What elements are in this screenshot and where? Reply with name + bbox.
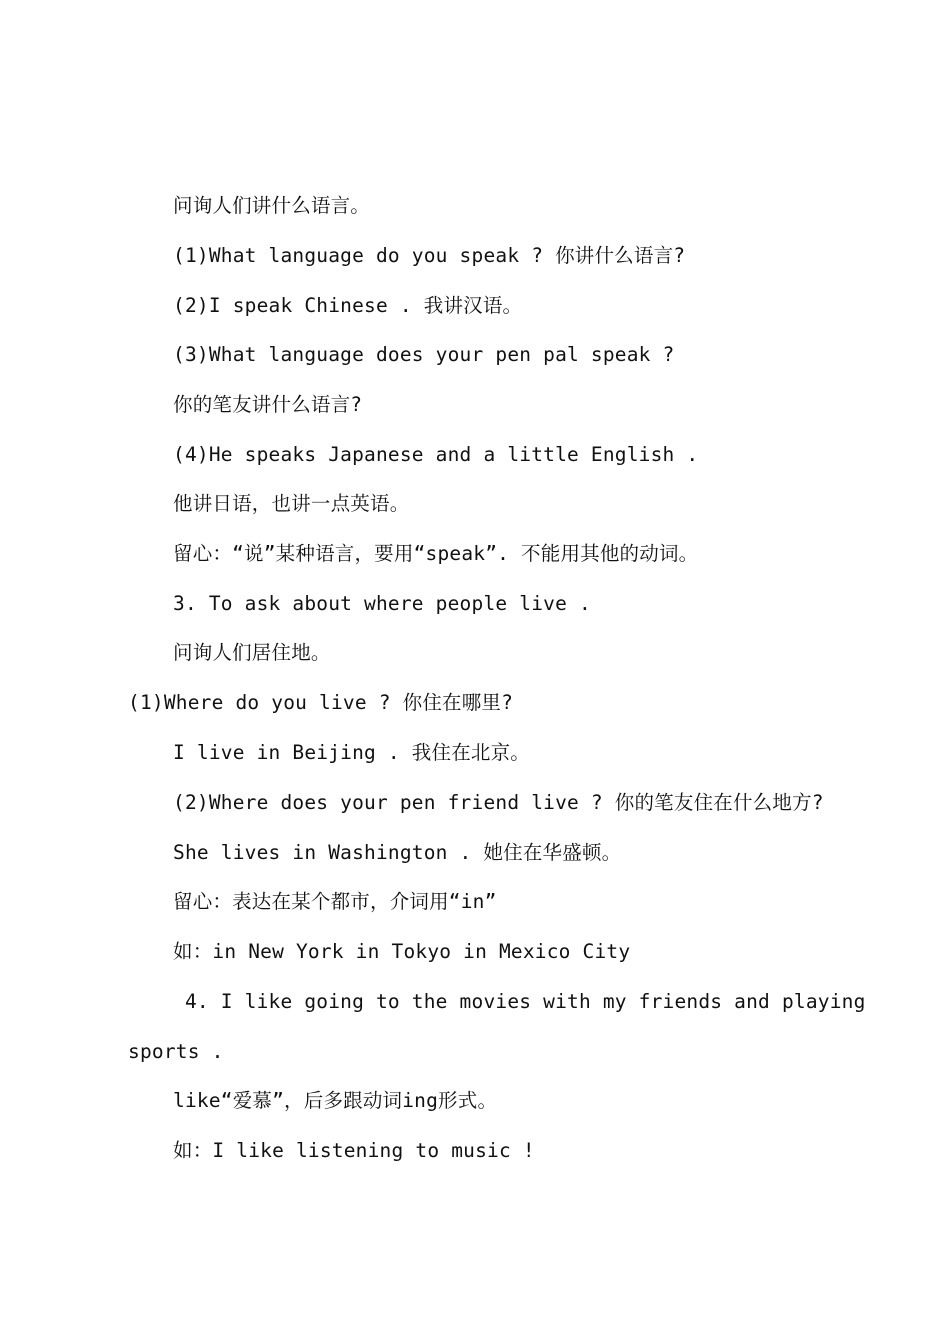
text-line: sports .	[128, 1040, 224, 1063]
text-line: She lives in Washington . 她住在华盛顿。	[173, 841, 622, 864]
text-line: 3. To ask about where people live .	[173, 592, 591, 615]
text-line: (1)Where do you live ? 你住在哪里?	[128, 691, 514, 714]
text-line: (1)What language do you speak ? 你讲什么语言?	[173, 244, 686, 267]
text-line: 问询人们居住地。	[173, 641, 331, 664]
text-line: 如：in New York in Tokyo in Mexico City	[173, 940, 631, 963]
text-line: (2)I speak Chinese . 我讲汉语。	[173, 294, 523, 317]
text-line: (4)He speaks Japanese and a little English .	[173, 443, 699, 466]
text-line: (3)What language does your pen pal speak ?	[173, 343, 675, 366]
text-line: 留心：“说”某种语言，要用“speak”. 不能用其他的动词。	[173, 542, 699, 565]
text-line: 留心：表达在某个都市，介词用“in”	[173, 890, 497, 913]
text-line: I live in Beijing . 我住在北京。	[173, 741, 530, 764]
text-line: 他讲日语，也讲一点英语。	[173, 492, 410, 515]
text-line: 4. I like going to the movies with my friends and playing	[173, 990, 866, 1013]
text-line: like“爱慕”，后多跟动词ing形式。	[173, 1089, 498, 1112]
text-line: 你的笔友讲什么语言?	[173, 393, 363, 416]
text-line: (2)Where does your pen friend live ? 你的笔友住在什么地方?	[173, 791, 824, 814]
text-line: 问询人们讲什么语言。	[173, 194, 371, 217]
text-line: 如：I like listening to music !	[173, 1139, 535, 1162]
